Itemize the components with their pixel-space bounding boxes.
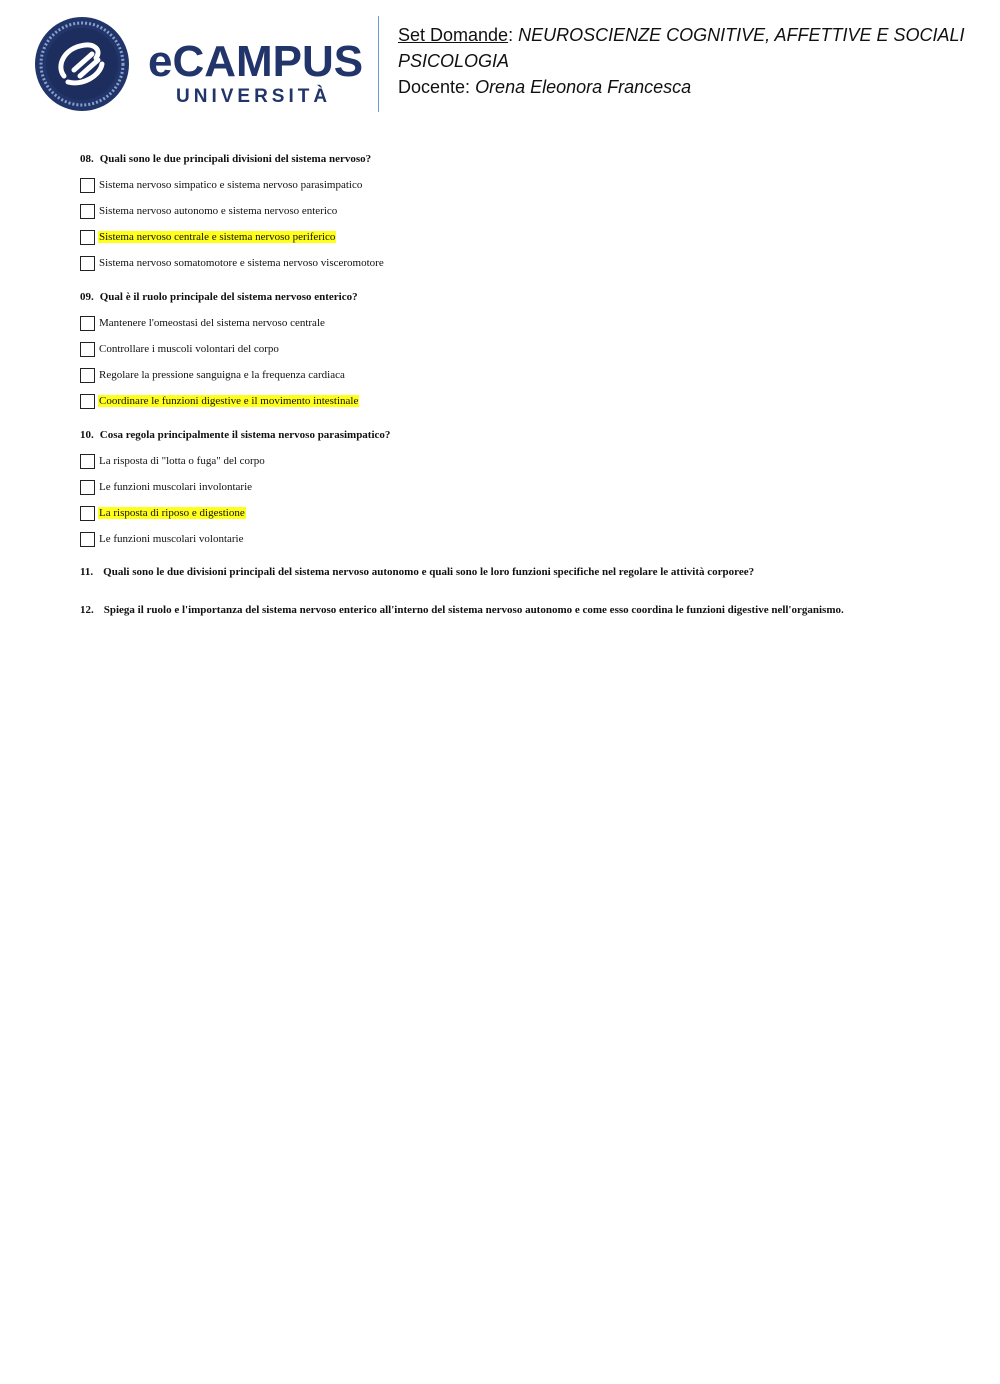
- answer-option-correct[interactable]: [80, 388, 940, 414]
- question-text: Spiega il ruolo e l'importanza del sistema nervoso enterico all'interno del sistema nervoso autonomo e come esso coordina le funzioni digestive nell'organismo.: [103, 604, 844, 616]
- question-number: 12.: [80, 604, 94, 616]
- question-block: [80, 428, 940, 552]
- checkbox-icon[interactable]: [80, 454, 95, 469]
- option-text: Sistema nervoso autonomo e sistema nervoso enterico: [99, 205, 338, 217]
- question-number: 10.: [80, 429, 94, 441]
- answer-option[interactable]: [80, 198, 940, 224]
- page-header: [0, 0, 1000, 130]
- answer-option[interactable]: [80, 310, 940, 336]
- brand-wordmark: eCAMPUS: [148, 37, 364, 86]
- checkbox-icon[interactable]: [80, 342, 95, 357]
- option-text: Sistema nervoso centrale e sistema nervoso periferico: [99, 231, 336, 243]
- question-title: [80, 290, 940, 304]
- answer-option[interactable]: [80, 250, 940, 276]
- set-domande-line: [398, 22, 988, 74]
- checkbox-icon[interactable]: [80, 204, 95, 219]
- checkbox-icon[interactable]: [80, 532, 95, 547]
- checkbox-icon[interactable]: [80, 256, 95, 271]
- answer-option[interactable]: [80, 474, 940, 500]
- question-title: [80, 152, 940, 166]
- set-domande-label: Set Domande: [398, 25, 509, 45]
- checkbox-icon[interactable]: [80, 316, 95, 331]
- ecampus-logo-icon: [34, 16, 130, 112]
- question-number: 11.: [80, 566, 94, 578]
- answer-option[interactable]: [80, 362, 940, 388]
- answer-option[interactable]: [80, 336, 940, 362]
- option-text: Coordinare le funzioni digestive e il movimento intestinale: [99, 395, 359, 407]
- question-text: Qual è il ruolo principale del sistema nervoso enterico?: [99, 291, 358, 303]
- set-domande-sep: :: [508, 25, 514, 45]
- open-question-list: [80, 566, 940, 617]
- question-text: Quali sono le due principali divisioni del sistema nervoso?: [99, 153, 372, 165]
- answer-option[interactable]: [80, 448, 940, 474]
- option-text: Le funzioni muscolari volontarie: [99, 533, 244, 545]
- question-title: [80, 428, 940, 442]
- checkbox-icon[interactable]: [80, 230, 95, 245]
- checkbox-icon[interactable]: [80, 394, 95, 409]
- header-divider: [378, 16, 379, 112]
- checkbox-icon[interactable]: [80, 178, 95, 193]
- header-info: [398, 22, 988, 100]
- docente-line: [398, 74, 988, 100]
- answer-option-correct[interactable]: [80, 224, 940, 250]
- question-text: Cosa regola principalmente il sistema nervoso parasimpatico?: [99, 429, 391, 441]
- question-block: [80, 152, 940, 276]
- checkbox-icon[interactable]: [80, 368, 95, 383]
- option-text: Regolare la pressione sanguigna e la frequenza cardiaca: [99, 369, 345, 381]
- option-text: Le funzioni muscolari involontarie: [99, 481, 253, 493]
- option-text: Sistema nervoso somatomotore e sistema nervoso visceromotore: [99, 257, 384, 269]
- option-text: Mantenere l'omeostasi del sistema nervoso centrale: [99, 317, 325, 329]
- answer-option[interactable]: [80, 526, 940, 552]
- docente-label: Docente:: [398, 77, 471, 97]
- question-text: Quali sono le due divisioni principali del sistema nervoso autonomo e quali sono le loro funzioni specifiche nel regolare le attività corporee?: [103, 566, 755, 578]
- option-text: La risposta di "lotta o fuga" del corpo: [99, 455, 265, 467]
- answer-option[interactable]: [80, 172, 940, 198]
- checkbox-icon[interactable]: [80, 480, 95, 495]
- option-text: Sistema nervoso simpatico e sistema nervoso parasimpatico: [99, 179, 363, 191]
- question-block: [80, 290, 940, 414]
- checkbox-icon[interactable]: [80, 506, 95, 521]
- course-title: NEUROSCIENZE COGNITIVE, AFFETTIVE E SOCIALI PSICOLOGIA: [398, 25, 965, 71]
- brand-subtitle: UNIVERSITÀ: [176, 86, 332, 107]
- docente-name: Orena Eleonora Francesca: [475, 77, 692, 97]
- questions-content: [80, 152, 940, 617]
- open-question: [80, 604, 940, 617]
- question-number: 08.: [80, 153, 94, 165]
- question-number: 09.: [80, 291, 94, 303]
- option-text: La risposta di riposo e digestione: [99, 507, 245, 519]
- answer-option-correct[interactable]: [80, 500, 940, 526]
- multiple-choice-list: [80, 152, 940, 552]
- open-question: [80, 566, 940, 579]
- option-text: Controllare i muscoli volontari del corpo: [99, 343, 279, 355]
